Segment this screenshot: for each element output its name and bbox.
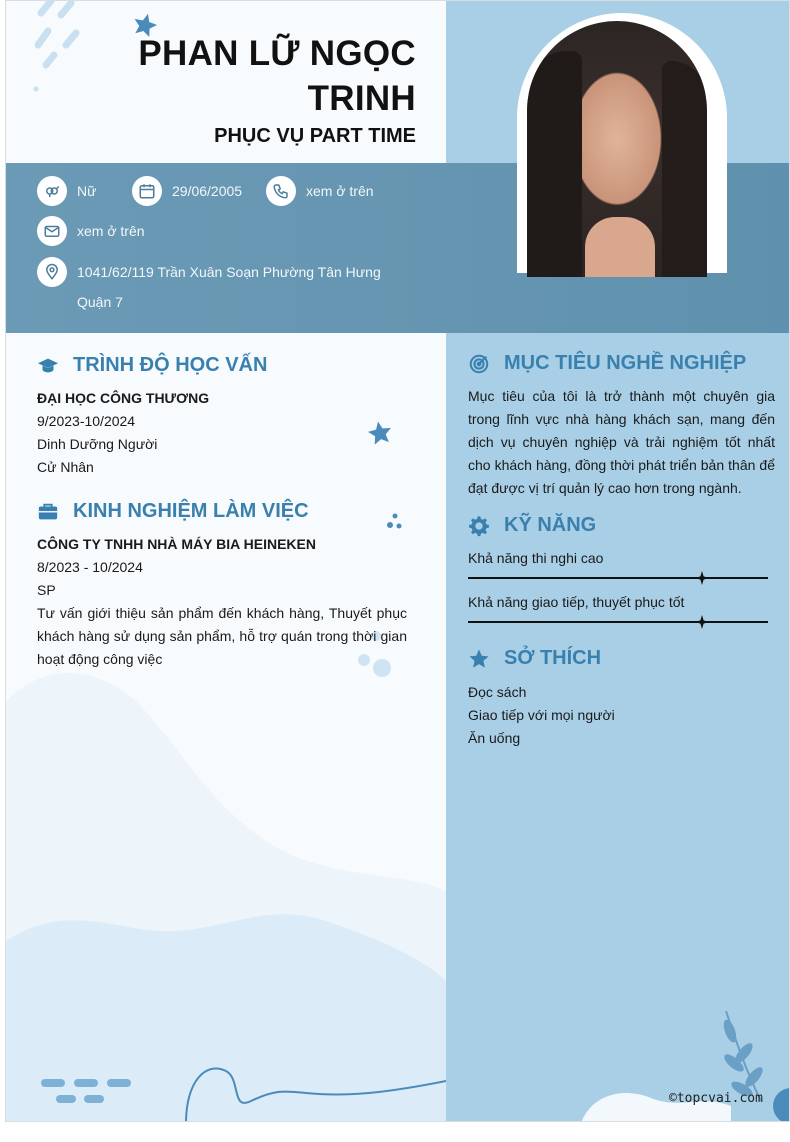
objective-text: Mục tiêu của tôi là trở thành một chuyên gia trong lĩnh vực nhà hàng khách sạn, mang đến dịch vụ chuyên nghiệp và trải nghiệm tốt nhất cho khách hàng, đồng thời phát triển bản thân để đạt được vị trí quản lý cao hơn trong ngành. xyxy=(468,388,775,496)
profile-photo xyxy=(527,21,707,277)
watermark: ©topcvai.com xyxy=(669,1091,763,1106)
mail-icon xyxy=(37,216,67,246)
target-icon xyxy=(468,353,490,375)
phone-icon xyxy=(266,176,296,206)
skill-bar xyxy=(468,577,768,579)
experience-role: SP xyxy=(37,582,56,598)
contact-email xyxy=(37,216,145,246)
skill-label: Khả năng thi nghi cao xyxy=(468,550,604,566)
address-value: 1041/62/119 Trần Xuân Soạn Phường Tân Hưng Quận 7 xyxy=(77,264,381,310)
education-heading xyxy=(37,354,267,377)
contact-birthday xyxy=(132,176,242,206)
skill-level-marker-icon xyxy=(695,571,709,585)
hobbies-title: SỞ THÍCH xyxy=(504,647,602,669)
dots-decoration xyxy=(384,511,406,533)
gender-value: Nữ xyxy=(77,183,97,199)
decorative-wave-background xyxy=(6,661,446,1122)
education-degree: Cử Nhân xyxy=(37,459,94,475)
gender-icon xyxy=(37,176,67,206)
email-value: xem ở trên xyxy=(77,223,145,239)
skill-level-marker-icon xyxy=(695,615,709,629)
education-title: TRÌNH ĐỘ HỌC VẤN xyxy=(73,354,268,376)
objective-heading xyxy=(468,352,746,375)
education-period: 9/2023-10/2024 xyxy=(37,413,136,429)
job-title: PHỤC VỤ PART TIME xyxy=(214,125,416,147)
hobby-item: Ăn uống xyxy=(468,730,521,746)
star-icon xyxy=(468,648,490,670)
skill-bar xyxy=(468,621,768,623)
calendar-icon xyxy=(132,176,162,206)
contact-gender xyxy=(37,176,96,206)
birthday-value: 29/06/2005 xyxy=(172,183,243,199)
hobbies-list xyxy=(468,681,768,750)
education-school: ĐẠI HỌC CÔNG THƯƠNG xyxy=(37,390,210,406)
briefcase-icon xyxy=(37,501,59,523)
experience-entry xyxy=(37,533,407,671)
experience-period: 8/2023 - 10/2024 xyxy=(37,559,143,575)
experience-title: KINH NGHIỆM LÀM VIỆC xyxy=(73,500,309,522)
profile-photo-frame xyxy=(517,13,727,273)
cv-page xyxy=(5,0,790,1122)
education-entry xyxy=(37,387,407,479)
skills-heading xyxy=(468,514,596,537)
contact-phone xyxy=(266,176,374,206)
gear-icon xyxy=(468,515,490,537)
experience-heading xyxy=(37,500,309,523)
education-major: Dinh Dưỡng Người xyxy=(37,436,158,452)
candidate-name: PHAN LỮ NGỌC TRINH xyxy=(138,34,416,118)
experience-description: Tư vấn giới thiệu sản phẩm đến khách hàng, Thuyết phục khách hàng sử dụng sản phẩm, hỗ trợ quán trong thời gian hoạt động công việc xyxy=(37,605,407,667)
graduation-cap-icon xyxy=(37,355,59,377)
experience-company: CÔNG TY TNHH NHÀ MÁY BIA HEINEKEN xyxy=(37,536,316,552)
skills-title: KỸ NĂNG xyxy=(504,514,597,536)
location-pin-icon xyxy=(37,257,67,287)
contact-address xyxy=(37,257,417,317)
skill-label: Khả năng giao tiếp, thuyết phục tốt xyxy=(468,594,685,610)
objective-title: MỤC TIÊU NGHỀ NGHIỆP xyxy=(504,352,747,374)
phone-value: xem ở trên xyxy=(306,183,374,199)
hobbies-heading xyxy=(468,647,601,670)
hobby-item: Giao tiếp với mọi người xyxy=(468,707,615,723)
hobby-item: Đọc sách xyxy=(468,684,527,700)
